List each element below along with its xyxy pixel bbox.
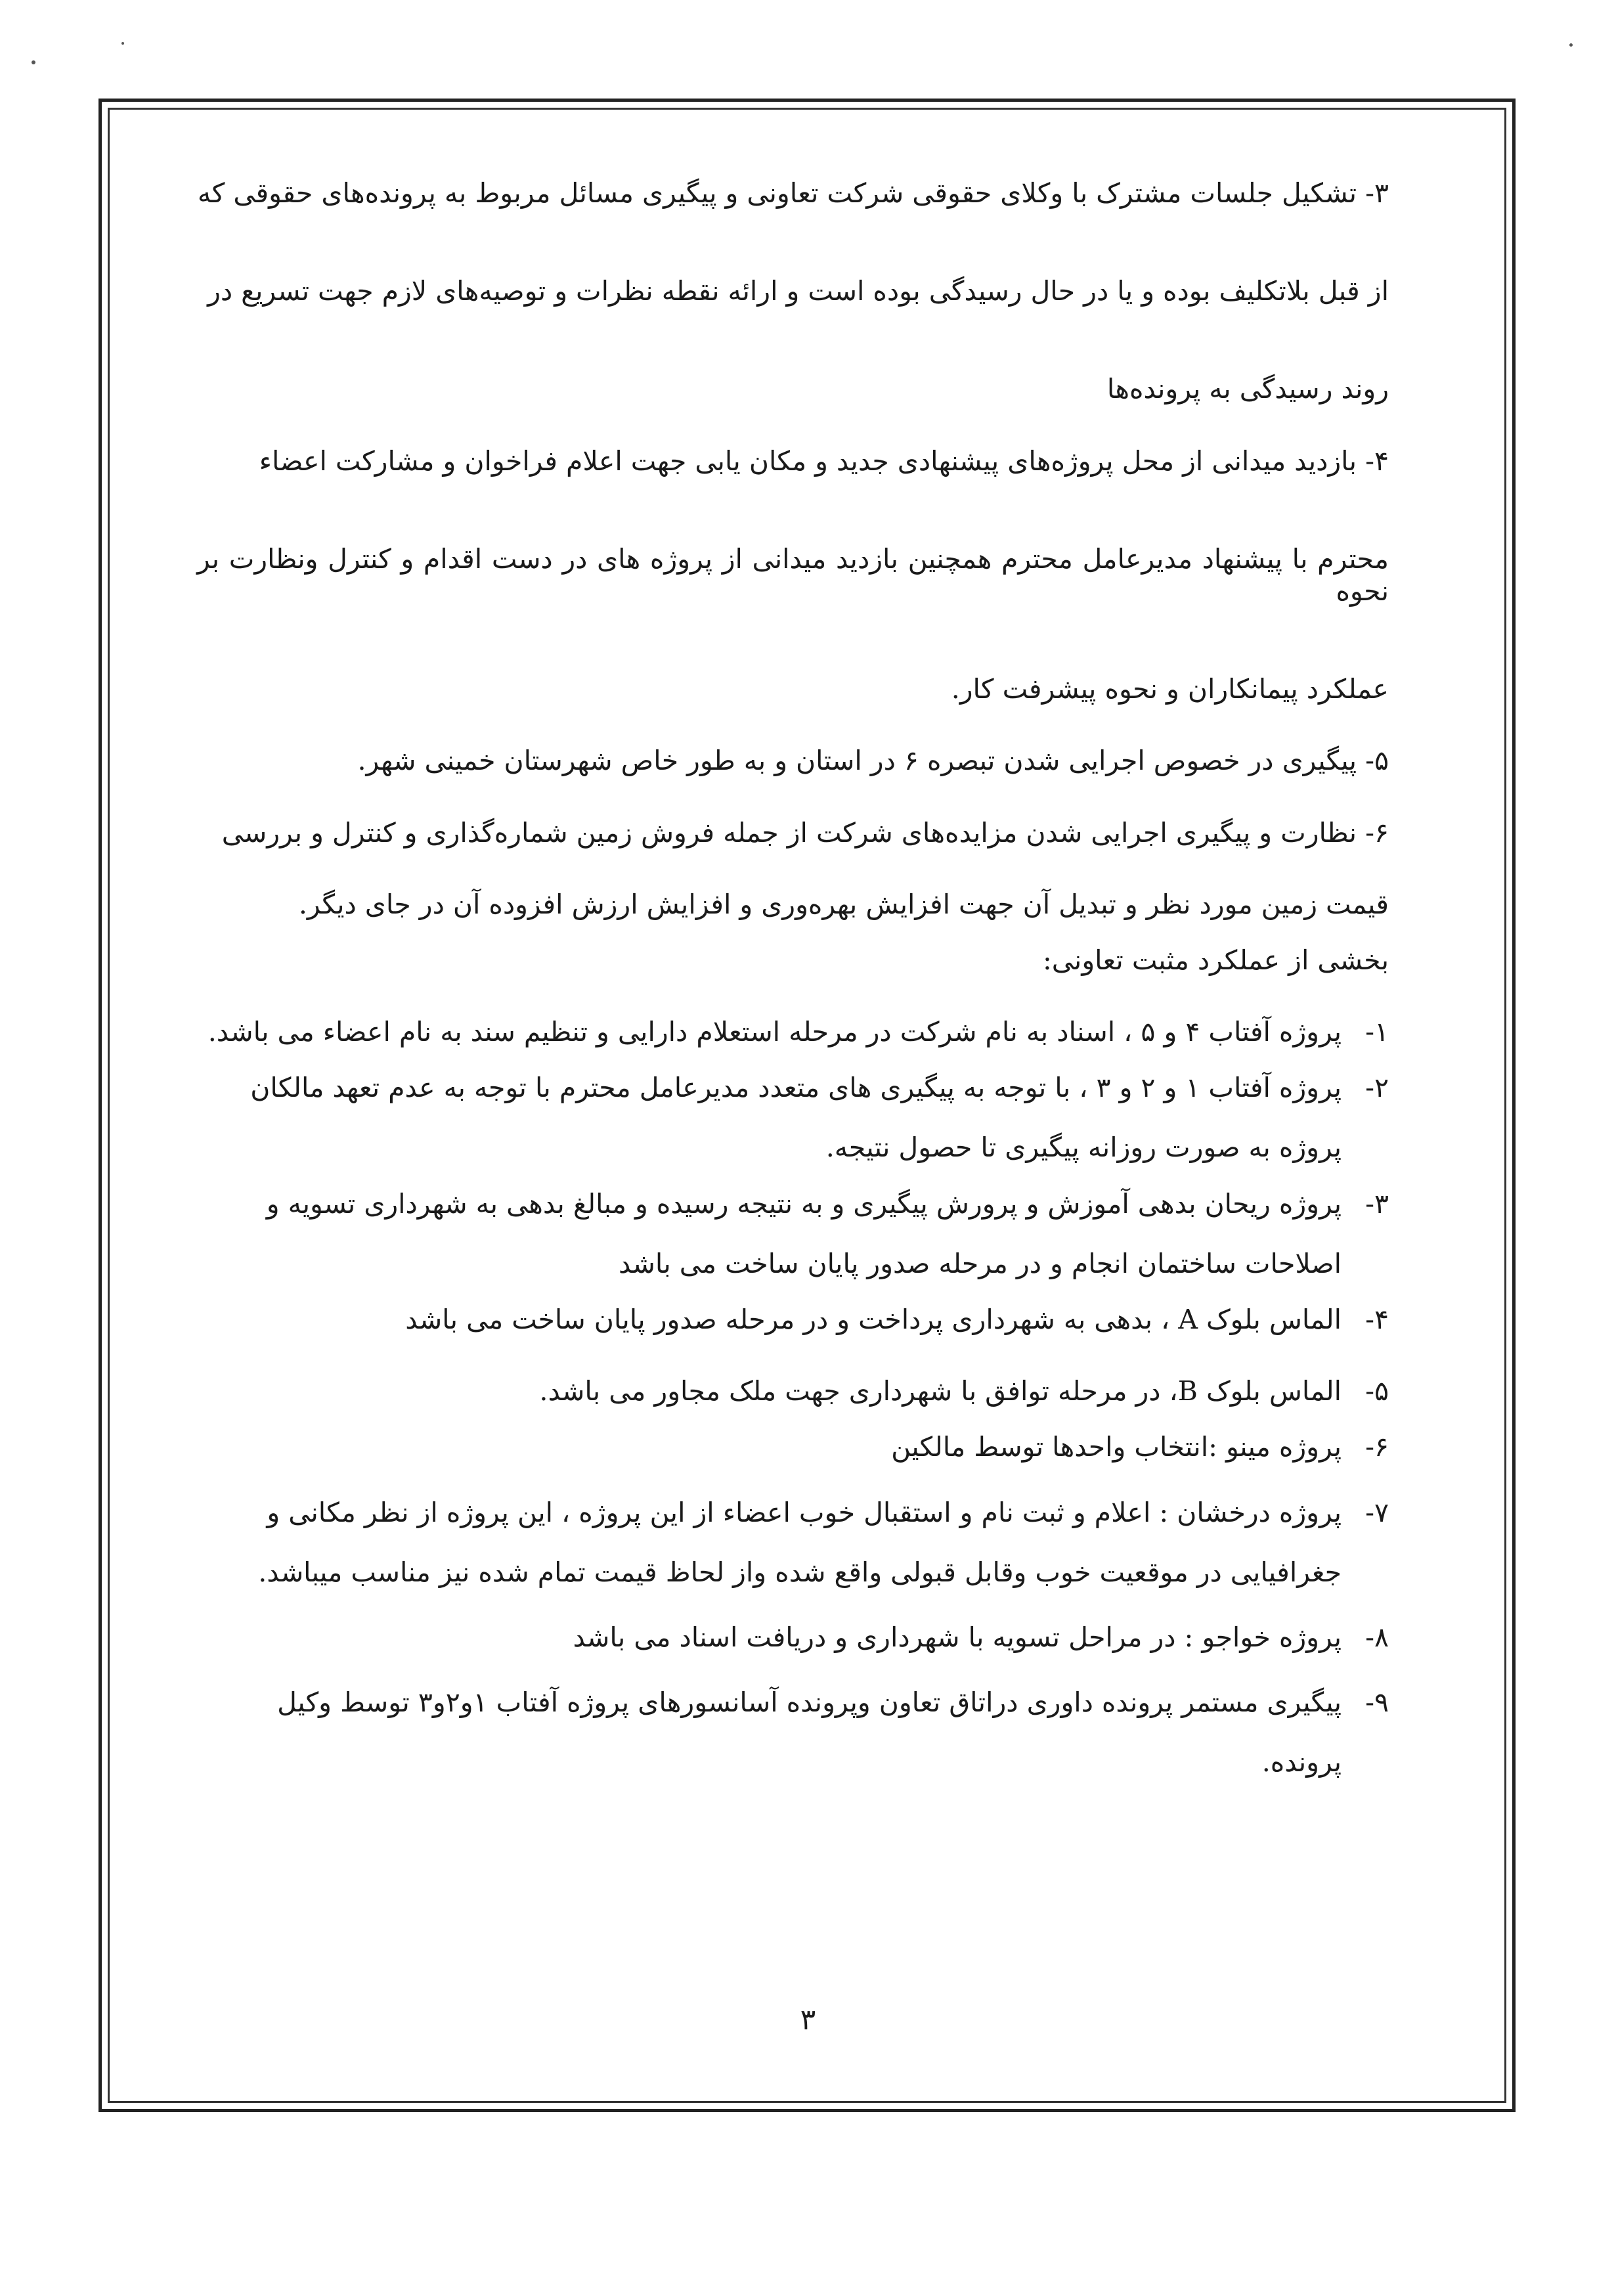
item-text: جغرافیایی در موقعیت خوب وقابل قبولی واقع شده واز لحاظ قیمت تمام شده نیز مناسب میباشد. — [258, 1556, 1342, 1588]
item-text: الماس بلوک B، در مرحله توافق با شهرداری جهت ملک مجاور می باشد. — [539, 1375, 1342, 1407]
list-item — [197, 1188, 1389, 1280]
item-number: ۸- — [1365, 1621, 1389, 1653]
text-line: قیمت زمین مورد نظر و تبدیل آن جهت افزایش بهره‌وری و افزایش ارزش افزوده آن در جای دیگر. — [298, 888, 1389, 920]
item-text: الماس بلوک A ، بدهی به شهرداری پرداخت و در مرحله صدور پایان ساخت می باشد — [405, 1304, 1342, 1335]
list-item — [197, 1497, 1389, 1589]
paragraph-6 — [197, 817, 1389, 921]
list-item — [197, 1016, 1389, 1048]
item-number: ۲- — [1365, 1072, 1389, 1104]
scan-speck — [1569, 43, 1573, 47]
scan-speck — [32, 60, 35, 64]
text-line: ۳- تشکیل جلسات مشترک با وکلای حقوقی شرکت تعاونی و پیگیری مسائل مربوط به پرونده‌های حقوقی که — [197, 177, 1389, 209]
list-item — [197, 1304, 1389, 1336]
item-number: ۳- — [1365, 1187, 1389, 1220]
achievements-list — [197, 1016, 1389, 1778]
list-item — [197, 1431, 1389, 1463]
document-body — [197, 177, 1389, 1803]
text-line: ۶- نظارت و پیگیری اجرایی شدن مزایده‌های شرکت از جمله فروش زمین شماره‌گذاری و کنترل و بررسی — [221, 816, 1389, 849]
text-line: از قبل بلاتکلیف بوده و یا در حال رسیدگی بوده است و ارائه نقطه نظرات و توصیه‌های لازم جهت تسریع در — [207, 275, 1389, 307]
item-number: ۷- — [1365, 1496, 1389, 1528]
text-line: ۵- پیگیری در خصوص اجرایی شدن تبصره ۶ در استان و به طور خاص شهرستان خمینی شهر. — [357, 745, 1389, 777]
scan-speck — [121, 42, 124, 45]
list-item — [197, 1072, 1389, 1164]
text-line: محترم با پیشنهاد مدیرعامل محترم همچنین بازدید میدانی از پروژه های در دست اقدام و کنترل ونظارت بر نحوه — [197, 542, 1389, 607]
paragraph-5 — [197, 745, 1389, 777]
text-line: ۴- بازدید میدانی از محل پروژه‌های پیشنهادی جدید و مکان یابی جهت اعلام فراخوان و مشارکت اعضاء — [259, 445, 1389, 477]
text-line: عملکرد پیمانکاران و نحوه پیشرفت کار. — [951, 673, 1389, 705]
list-item — [197, 1622, 1389, 1654]
item-text: پروژه ریحان بدهی آموزش و پرورش پیگیری و به نتیجه رسیده و مبالغ بدهی به شهرداری تسویه و — [266, 1187, 1342, 1220]
item-number: ۶- — [1365, 1431, 1389, 1463]
page-number: ۳ — [800, 2003, 816, 2037]
list-item — [197, 1687, 1389, 1778]
item-number: ۹- — [1365, 1687, 1389, 1719]
item-text: پرونده. — [1261, 1746, 1342, 1778]
item-text: پروژه به صورت روزانه پیگیری تا حصول نتیجه. — [825, 1132, 1342, 1164]
item-text: پروژه مینو :انتخاب واحدها توسط مالکین — [891, 1431, 1342, 1463]
paragraph-4 — [197, 445, 1389, 706]
item-text: پروژه آفتاب ۴ و ۵ ، اسناد به نام شرکت در مرحله استعلام دارایی و تنظیم سند به نام اعضاء می باشد. — [207, 1016, 1342, 1048]
section-heading: بخشی از عملکرد مثبت تعاونی: — [1042, 944, 1389, 976]
item-number: ۱- — [1365, 1016, 1389, 1048]
item-text: پروژه درخشان : اعلام و ثبت نام و استقبال خوب اعضاء از این پروژه ، این پروژه از نظر مکانی و — [267, 1496, 1342, 1528]
item-number: ۵- — [1365, 1375, 1389, 1407]
item-text: پروژه خواجو : در مراحل تسویه با شهرداری و دریافت اسناد می باشد — [573, 1621, 1342, 1653]
text-line: روند رسیدگی به پرونده‌ها — [1106, 373, 1389, 405]
item-text: اصلاحات ساختمان انجام و در مرحله صدور پایان ساخت می باشد — [619, 1247, 1342, 1279]
item-text: پروژه آفتاب ۱ و ۲ و ۳ ، با توجه به پیگیری های متعدد مدیرعامل محترم با توجه به عدم تعهد مالکان — [250, 1072, 1342, 1104]
list-item — [197, 1375, 1389, 1407]
item-number: ۴- — [1365, 1304, 1389, 1335]
paragraph-3 — [197, 177, 1389, 406]
item-text: پیگیری مستمر پرونده داوری دراتاق تعاون وپرونده آسانسورهای پروژه آفتاب ۱و۲و۳ توسط وکیل — [277, 1687, 1342, 1719]
